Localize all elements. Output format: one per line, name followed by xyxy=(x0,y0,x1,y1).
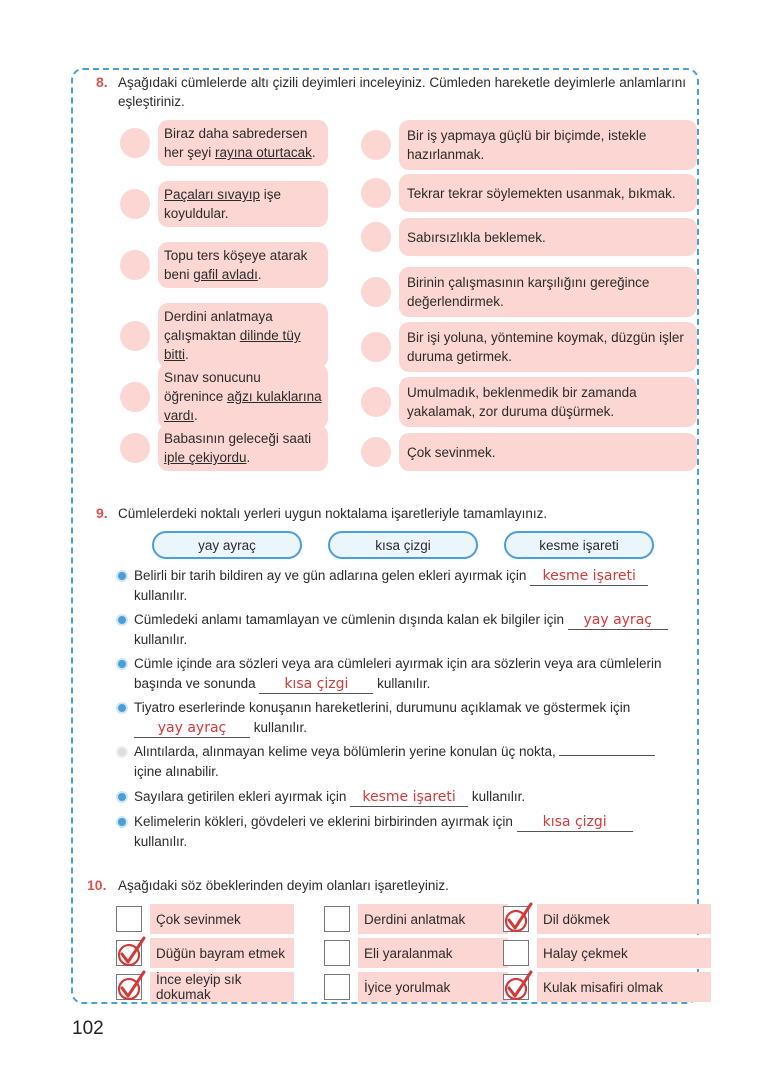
q9-item-5: Alıntılarda, alınmayan kelime veya bölümlerin yerine konulan üç nokta, içine alınabilir. xyxy=(134,742,694,782)
q8-right-item-2[interactable] xyxy=(361,174,697,212)
bullet-icon xyxy=(118,704,126,712)
meaning-box: Umulmadık, beklenmedik bir zamanda yakalamak, zor duruma düşürmek. xyxy=(399,377,697,427)
q9-instruction: Cümlelerdeki noktalı yerleri uygun noktalama işaretleriyle tamamlayınız. xyxy=(118,506,548,521)
idiom-sentence-box: Babasının geleceği saati iple çekiyordu. xyxy=(158,425,328,471)
meaning-box: Sabırsızlıkla beklemek. xyxy=(399,218,697,256)
answer-blank[interactable]: yay ayraç xyxy=(568,612,668,630)
checkbox[interactable] xyxy=(116,974,142,1000)
idiom-sentence-box: Sınav sonucunu öğrenince ağzı kulaklarına vardı. xyxy=(158,364,328,429)
idiom-sentence-box: Topu ters köşeye atarak beni gafil avladı. xyxy=(158,242,328,288)
q8-left-item-1[interactable] xyxy=(120,120,328,166)
answer-blank[interactable] xyxy=(559,755,655,756)
q8-right-item-7[interactable] xyxy=(361,433,697,471)
match-dot[interactable] xyxy=(361,222,391,252)
q8-right-item-4[interactable] xyxy=(361,267,697,317)
answer-blank[interactable]: kısa çizgi xyxy=(517,814,633,832)
answer-blank[interactable]: kesme işareti xyxy=(350,789,468,807)
answer-blank[interactable]: yay ayraç xyxy=(134,720,250,738)
q8-right-item-5[interactable] xyxy=(361,322,697,372)
match-dot[interactable] xyxy=(120,382,150,412)
q9-item-7: Kelimelerin kökleri, gövdeleri ve eklerini birbirinden ayırmak için kısa çizgi kullanılır. xyxy=(134,812,694,852)
bullet-icon xyxy=(118,660,126,668)
option-label: Eli yaralanmak xyxy=(358,938,508,968)
q8-right-item-3[interactable] xyxy=(361,218,697,256)
idiom-option[interactable] xyxy=(503,938,711,968)
q8-left-item-5[interactable] xyxy=(120,364,328,429)
checkbox[interactable] xyxy=(503,906,529,932)
q8-right-item-6[interactable] xyxy=(361,377,697,427)
q9-item-4: Tiyatro eserlerinde konuşanın hareketlerini, durumunu açıklamak ve göstermek için yay ayraç kullanılır. xyxy=(134,698,694,738)
checkmark-icon xyxy=(115,935,147,969)
match-dot[interactable] xyxy=(120,250,150,280)
match-dot[interactable] xyxy=(361,332,391,362)
page-number: 102 xyxy=(72,1018,104,1039)
idiom-sentence-box: Biraz daha sabredersen her şeyi rayına oturtacak. xyxy=(158,120,328,166)
option-label: Kulak misafiri olmak xyxy=(537,972,711,1002)
answer-blank[interactable]: kısa çizgi xyxy=(259,676,373,694)
bullet-icon xyxy=(118,572,126,580)
idiom-option[interactable] xyxy=(324,904,508,934)
option-label: Dil dökmek xyxy=(537,904,711,934)
q9-item-2: Cümledeki anlamı tamamlayan ve cümlenin dışında kalan ek bilgiler için yay ayraç kullanılır. xyxy=(134,610,694,650)
checkmark-icon xyxy=(502,969,534,1003)
q9-item-6: Sayılara getirilen ekleri ayırmak için kesme işareti kullanılır. xyxy=(134,787,694,807)
match-dot[interactable] xyxy=(361,277,391,307)
q9-number: 9. xyxy=(96,505,108,521)
q9-item-1: Belirli bir tarih bildiren ay ve gün adlarına gelen ekleri ayırmak için kesme işareti kullanılır. xyxy=(134,566,694,606)
meaning-box: Bir işi yoluna, yöntemine koymak, düzgün işler duruma getirmek. xyxy=(399,322,697,372)
option-label: Düğün bayram etmek xyxy=(150,938,294,968)
option-label: Çok sevinmek xyxy=(150,904,294,934)
checkmark-icon xyxy=(115,969,147,1003)
q8-left-item-6[interactable] xyxy=(120,425,328,471)
option-pill-yay-ayrac[interactable]: yay ayraç xyxy=(152,531,302,559)
option-label: Derdini anlatmak xyxy=(358,904,508,934)
match-dot[interactable] xyxy=(361,130,391,160)
bullet-icon xyxy=(118,818,126,826)
q8-instruction: Aşağıdaki cümlelerde altı çizili deyimleri inceleyiniz. Cümleden hareketle deyimlerle anlamlarını eşleştiriniz. xyxy=(118,75,686,109)
meaning-box: Birinin çalışmasının karşılığını gereğince değerlendirmek. xyxy=(399,267,697,317)
q8-number: 8. xyxy=(96,74,108,90)
meaning-box: Bir iş yapmaya güçlü bir biçimde, istekle hazırlanmak. xyxy=(399,120,697,170)
checkbox[interactable] xyxy=(324,940,350,966)
checkbox[interactable] xyxy=(116,940,142,966)
q8-left-item-4[interactable] xyxy=(120,303,328,368)
bullet-icon xyxy=(118,748,126,756)
q8-left-item-3[interactable] xyxy=(120,242,328,288)
idiom-sentence-box: Paçaları sıvayıp işe koyuldular. xyxy=(158,181,328,227)
checkbox[interactable] xyxy=(116,906,142,932)
match-dot[interactable] xyxy=(120,433,150,463)
q10-instruction: Aşağıdaki söz öbeklerinden deyim olanları işaretleyiniz. xyxy=(118,878,449,893)
meaning-box: Tekrar tekrar söylemekten usanmak, bıkmak. xyxy=(399,174,697,212)
idiom-option[interactable] xyxy=(503,904,711,934)
q8-left-item-2[interactable] xyxy=(120,181,328,227)
match-dot[interactable] xyxy=(120,128,150,158)
q10-number: 10. xyxy=(87,877,107,893)
match-dot[interactable] xyxy=(120,321,150,351)
checkbox[interactable] xyxy=(503,940,529,966)
option-pill-kesme-isareti[interactable]: kesme işareti xyxy=(504,531,654,559)
match-dot[interactable] xyxy=(361,387,391,417)
answer-blank[interactable]: kesme işareti xyxy=(530,568,648,586)
checkbox[interactable] xyxy=(503,974,529,1000)
idiom-option[interactable] xyxy=(503,972,711,1002)
bullet-icon xyxy=(118,616,126,624)
match-dot[interactable] xyxy=(361,437,391,467)
option-label: Halay çekmek xyxy=(537,938,711,968)
option-label: İnce eleyip sık dokumak xyxy=(150,972,294,1002)
idiom-option[interactable] xyxy=(116,972,294,1002)
meaning-box: Çok sevinmek. xyxy=(399,433,697,471)
checkmark-icon xyxy=(502,901,534,935)
idiom-option[interactable] xyxy=(324,972,508,1002)
idiom-option[interactable] xyxy=(324,938,508,968)
match-dot[interactable] xyxy=(361,178,391,208)
checkbox[interactable] xyxy=(324,974,350,1000)
idiom-option[interactable] xyxy=(116,938,294,968)
idiom-sentence-box: Derdini anlatmaya çalışmaktan dilinde tüy bitti. xyxy=(158,303,328,368)
idiom-option[interactable] xyxy=(116,904,294,934)
option-pill-kisa-cizgi[interactable]: kısa çizgi xyxy=(328,531,478,559)
match-dot[interactable] xyxy=(120,189,150,219)
option-label: İyice yorulmak xyxy=(358,972,508,1002)
q9-item-3: Cümle içinde ara sözleri veya ara cümleleri ayırmak için ara sözlerin veya ara cümlelerin başında ve sonunda kısa çizgi kullanılır. xyxy=(134,654,694,694)
q8-right-item-1[interactable] xyxy=(361,120,697,170)
checkbox[interactable] xyxy=(324,906,350,932)
bullet-icon xyxy=(118,793,126,801)
